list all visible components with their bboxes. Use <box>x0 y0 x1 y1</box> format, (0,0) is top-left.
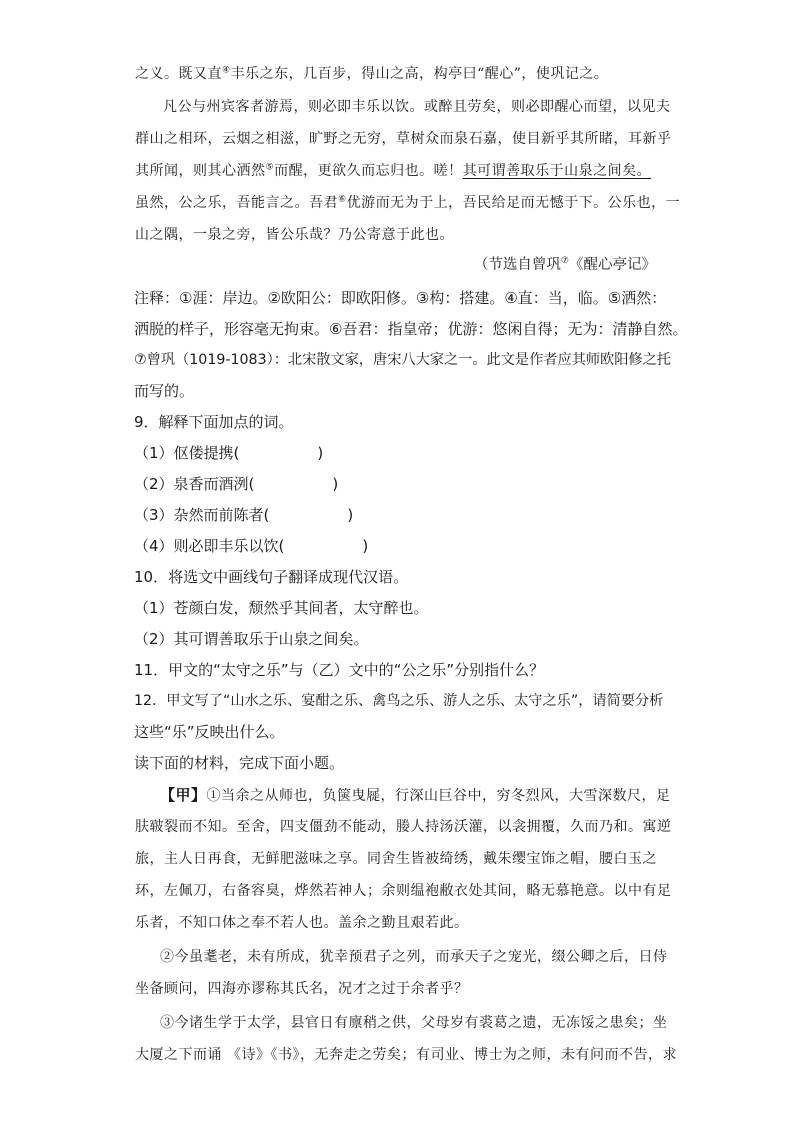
notes-line-4: 而写的。 <box>134 382 195 400</box>
passage-b-line-3: 群山之相环，云烟之相滋，旷野之无穷，草树众而泉石嘉，使目新乎其所睹，耳新乎 <box>135 131 672 147</box>
passage-a-p1-line-1: 【甲】①当余之从师也，负箧曳屣，行深山巨谷中，穷冬烈风，大雪深数尺，足 <box>160 786 671 804</box>
question-11: 11．甲文的“太守之乐”与（乙）文中的“公之乐”分别指什么？ <box>134 661 545 679</box>
question-12-line-1: 12．甲文写了“山水之乐、宴酣之乐、禽鸟之乐、游人之乐、太守之乐”，请简要分析 <box>134 693 664 709</box>
notes-line-1: 注释：①涯：岸边。②欧阳公：即欧阳修。③构：搭建。④直：当，临。⑤洒然： <box>134 289 667 307</box>
passage-a-p2-line-1: ②今虽耄老，未有所成，犹幸预君子之列，而承天子之宠光，缀公卿之后，日侍 <box>160 949 668 965</box>
footnote-marker: ⑦ <box>560 256 569 267</box>
passage-a-p2-line-2: 坐备顾问，四海亦谬称其氏名，况才之过于余者乎？ <box>135 981 469 997</box>
question-9-item-3: （3）杂然而前陈者( ) <box>134 506 354 524</box>
question-9-item-1: （1）伛偻提携( ) <box>134 444 324 462</box>
passage-b-line-6: 山之隅，一泉之旁，皆公乐哉？乃公寄意于此也。 <box>135 227 454 243</box>
passage-b-line-1: 之义。既又直④丰乐之东，几百步，得山之高，构亭曰“醒心”，使巩记之。 <box>135 65 609 82</box>
passage-b-line-2: 凡公与州宾客者游焉，则必即丰乐以饮。或醉且劳矣，则必即醒心而望，以见夫 <box>163 99 671 115</box>
question-10-item-1: （1）苍颜白发，颓然乎其间者，太守醉也。 <box>134 599 429 617</box>
notes-line-2: 洒脱的样子，形容毫无拘束。⑥吾君：指皇帝；优游：悠闲自得；无为：清静自然。 <box>134 320 688 338</box>
question-10-title: 10．将选文中画线句子翻译成现代汉语。 <box>134 568 409 586</box>
footnote-marker: ⑥ <box>338 194 347 205</box>
passage-a-p1-line-4: 环，左佩刀，右备容臭，烨然若神人；余则缊袍敝衣处其间，略无慕艳意。以中有足 <box>135 883 672 899</box>
passage-a-p3-line-1: ③今诸生学于太学，县官日有廪稍之供，父母岁有裘葛之遗，无冻馁之患矣；坐 <box>160 1015 668 1031</box>
passage-a-p1-line-2: 肤皲裂而不知。至舍，四支僵劲不能动，媵人持汤沃灌，以衾拥覆，久而乃和。寓逆 <box>135 819 672 835</box>
question-12-line-2: 这些“乐”反映出什么。 <box>134 723 285 741</box>
passage-a-p1-line-3: 旅，主人日再食，无鲜肥滋味之享。同舍生皆被绮绣，戴朱缨宝饰之帽，腰白玉之 <box>135 851 657 867</box>
passage-b-line-5: 虽然，公之乐，吾能言之。吾君⑥优游而无为于上，吾民给足而无憾于下。公乐也，一 <box>135 194 681 211</box>
passage-tag: 【甲】 <box>160 786 207 804</box>
passage-a-p1-line-5: 乐者，不知口体之奉不若人也。盖余之勤且艰若此。 <box>135 915 469 931</box>
question-9-title: 9．解释下面加点的词。 <box>134 413 294 431</box>
underlined-sentence: 其可谓善取乐于山泉之间矣。 <box>462 163 652 179</box>
passage-a-p3-line-2: 大厦之下而诵 《诗》《书》，无奔走之劳矣；有司业、博士为之师，未有问而不告，求 <box>135 1047 677 1063</box>
reading-instruction: 读下面的材料，完成下面小题。 <box>134 754 345 772</box>
passage-b-source: （节选自曾巩⑦《醒心亭记》 <box>473 256 656 273</box>
question-9-item-4: （4）则必即丰乐以饮( ) <box>134 537 369 555</box>
footnote-marker: ⑤ <box>265 162 275 173</box>
notes-line-3: ⑦曾巩（1019-1083）：北宋散文家，唐宋八大家之一。此文是作者应其师欧阳修之托 <box>134 352 671 368</box>
footnote-marker: ④ <box>222 65 231 76</box>
question-9-item-2: （2）泉香而酒洌( ) <box>134 475 339 493</box>
question-10-item-2: （2）其可谓善取乐于山泉之间矣。 <box>134 630 369 648</box>
passage-b-line-4: 其所闻，则其心洒然⑤而醒，更欲久而忘归也。嗟！其可谓善取乐于山泉之间矣。 <box>135 162 652 179</box>
